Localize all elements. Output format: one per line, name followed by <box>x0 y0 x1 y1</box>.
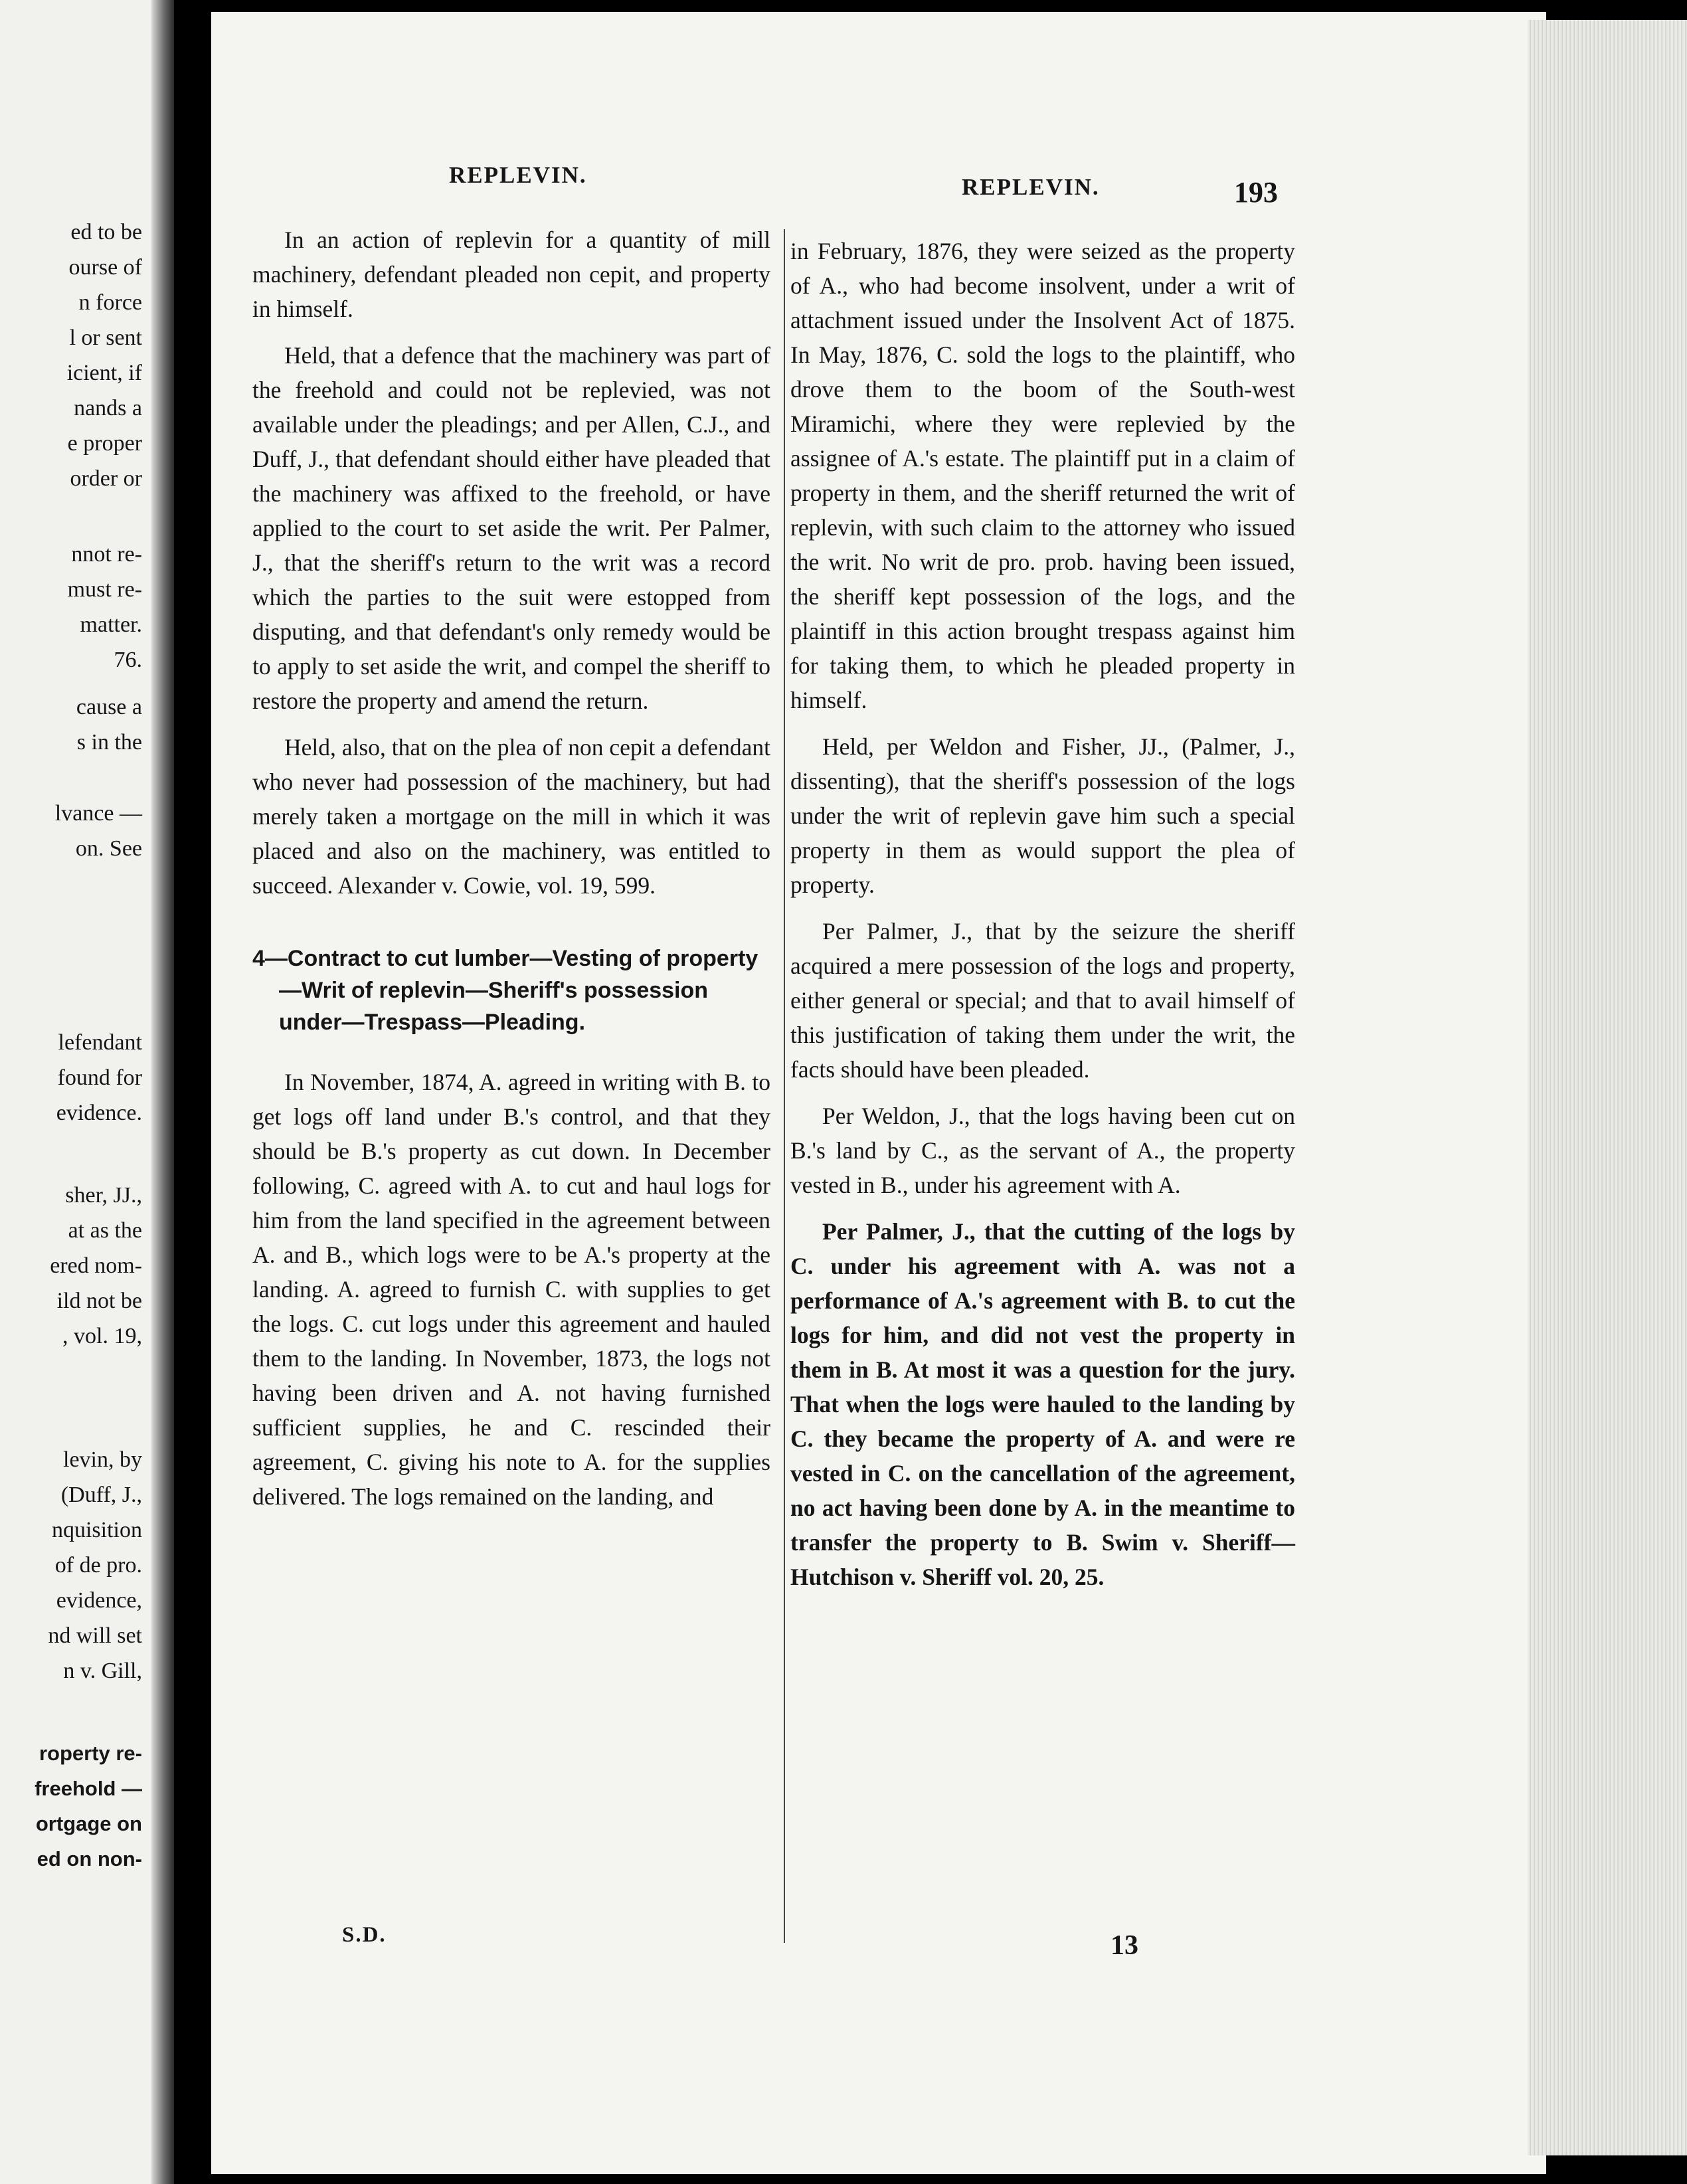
facing-page-line: matter. <box>80 612 142 637</box>
running-head-right: REPLEVIN. <box>962 174 1100 200</box>
paragraph: Held, that a defence that the machinery was part of the freehold and could not be replevied, was not available under the pleadings; and per Allen, C.J., and Duff, J., that defendant should either have pleaded that the machinery was affixed to the freehold, or have applied to the court to set aside the writ. Per Palmer, J., that the sheriff's return to the writ was a record which the parties to the suit were estopped from disputing, and that defendant's only remedy would be to apply to set aside the writ, and compel the sheriff to restore the property and amend the return. <box>252 342 770 714</box>
column-rule <box>784 229 785 1943</box>
paragraph: in February, 1876, they were seized as the property of A., who had become insolvent, under a writ of attachment issued under the Insolvent Act of 1875. In May, 1876, C. sold the logs to the plaintiff, who drove them to the boom of the South-west Miramichi, where they were replevied by the assignee of A.'s estate. The plaintiff put in a claim of property in them, and the sheriff returned the writ of replevin, with such claim to the attorney who issued the writ. No writ de pro. prob. having been issued, the sheriff kept possession of the logs, and the plaintiff in this action brought trespass against him for taking them, to which he pleaded property in himself. <box>790 238 1295 713</box>
facing-page-line: nands a <box>74 396 142 420</box>
facing-page-sliver <box>0 0 174 2184</box>
headnote: 4—Contract to cut lumber—Vesting of property—Writ of replevin—Sheriff's possession under—Trespass—Pleading. <box>252 946 758 1035</box>
facing-page-line: evidence. <box>56 1101 142 1125</box>
book-gutter <box>151 0 174 2184</box>
paragraph: In an action of replevin for a quantity of mill machinery, defendant pleaded non cepit, and property in himself. <box>252 227 770 322</box>
facing-page-line: 76. <box>114 648 142 672</box>
facing-page-line: ed to be <box>70 220 142 244</box>
paragraph: Per Weldon, J., that the logs having been cut on B.'s land by C., as the servant of A., the property vested in B., under his agreement with A. <box>790 1103 1295 1198</box>
facing-page-line: lefendant <box>58 1030 142 1055</box>
facing-page-line: sher, JJ., <box>65 1183 142 1208</box>
right-column <box>790 234 1295 1606</box>
running-head-left: REPLEVIN. <box>449 162 587 188</box>
signature-mark: S.D. <box>342 1923 387 1947</box>
left-column-paragraphs-after-headnote <box>252 1065 770 1514</box>
facing-page-line: roperty re- <box>39 1742 142 1765</box>
facing-page-line: , vol. 19, <box>62 1324 142 1348</box>
left-column-paragraphs <box>252 223 770 903</box>
facing-page-line: levin, by <box>63 1447 142 1472</box>
facing-page-line: on. See <box>75 836 142 861</box>
facing-page-line: at as the <box>68 1218 142 1243</box>
paragraph: Held, per Weldon and Fisher, JJ., (Palmer, J., dissenting), that the sheriff's possession of the logs under the writ of replevin gave him such a special property in them as would support the plea of property. <box>790 733 1295 898</box>
page-number: 193 <box>1234 176 1278 209</box>
facing-page-line: order or <box>70 466 142 491</box>
paragraph: In November, 1874, A. agreed in writing with B. to get logs off land under B.'s control, and that they should be B.'s property as cut down. In December following, C. agreed with A. to cut and haul logs for him from the land specified in the agreement between A. and B., which logs were to be A.'s property at the landing. A. agreed to furnish C. with supplies to get the logs. C. cut logs under this agreement and hauled them to the landing. In November, 1873, the logs not having been driven and A. not having furnished sufficient supplies, he and C. rescinded their agreement, C. giving his note to A. for the supplies delivered. The logs remained on the landing, and <box>252 1069 770 1510</box>
facing-page-line: ed on non- <box>37 1847 142 1870</box>
facing-page-line: cause a <box>76 695 142 719</box>
right-column-paragraphs <box>790 234 1295 1594</box>
left-column <box>252 223 770 1526</box>
facing-page-line: freehold — <box>35 1777 142 1800</box>
paragraph: Held, also, that on the plea of non cepit a defendant who never had possession of the machinery, but had merely taken a mortgage on the mill in which it was placed and also on the machinery, was entitled to succeed. Alexander v. Cowie, vol. 19, 599. <box>252 734 770 899</box>
facing-page-line: ered nom- <box>50 1253 142 1278</box>
facing-page-line: of de pro. <box>54 1553 142 1578</box>
facing-page-line: n force <box>78 290 142 315</box>
facing-page-line: (Duff, J., <box>60 1483 142 1507</box>
facing-page-line: s in the <box>76 730 142 755</box>
facing-page-line: n v. Gill, <box>63 1659 142 1683</box>
paragraph: Per Palmer, J., that the cutting of the logs by C. under his agreement with A. was not a performance of A.'s agreement with B. to cut the logs for him, and did not vest the property in them in B. At most it was a question for the jury. That when the logs were hauled to the landing by C. they became the property of A. and were re vested in C. on the cancellation of the agreement, no act having been done by A. in the meantime to transfer the property to B. Swim v. Sheriff—Hutchison v. Sheriff vol. 20, 25. <box>790 1218 1295 1590</box>
facing-page-line: ild not be <box>56 1289 142 1313</box>
facing-page-line: nquisition <box>51 1518 142 1542</box>
facing-page-line: ourse of <box>68 255 142 280</box>
facing-page-line: found for <box>57 1065 142 1090</box>
facing-page-line: ortgage on <box>35 1812 142 1835</box>
paragraph: Per Palmer, J., that by the seizure the sheriff acquired a mere possession of the logs and property, either general or special; and that to avail himself of this justification of taking them under the writ, the facts should have been pleaded. <box>790 918 1295 1083</box>
facing-page-line: must re- <box>67 577 142 602</box>
facing-page-line: nnot re- <box>71 542 142 567</box>
sheet-number: 13 <box>1110 1930 1138 1961</box>
facing-page-line: nd will set <box>48 1623 142 1648</box>
facing-page-line: e proper <box>67 431 142 456</box>
facing-page-line: evidence, <box>56 1588 142 1613</box>
facing-page-line: lvance — <box>54 801 142 826</box>
facing-page-line: l or sent <box>69 325 142 350</box>
facing-page-line: icient, if <box>66 361 142 385</box>
page-edges <box>1528 20 1687 2155</box>
